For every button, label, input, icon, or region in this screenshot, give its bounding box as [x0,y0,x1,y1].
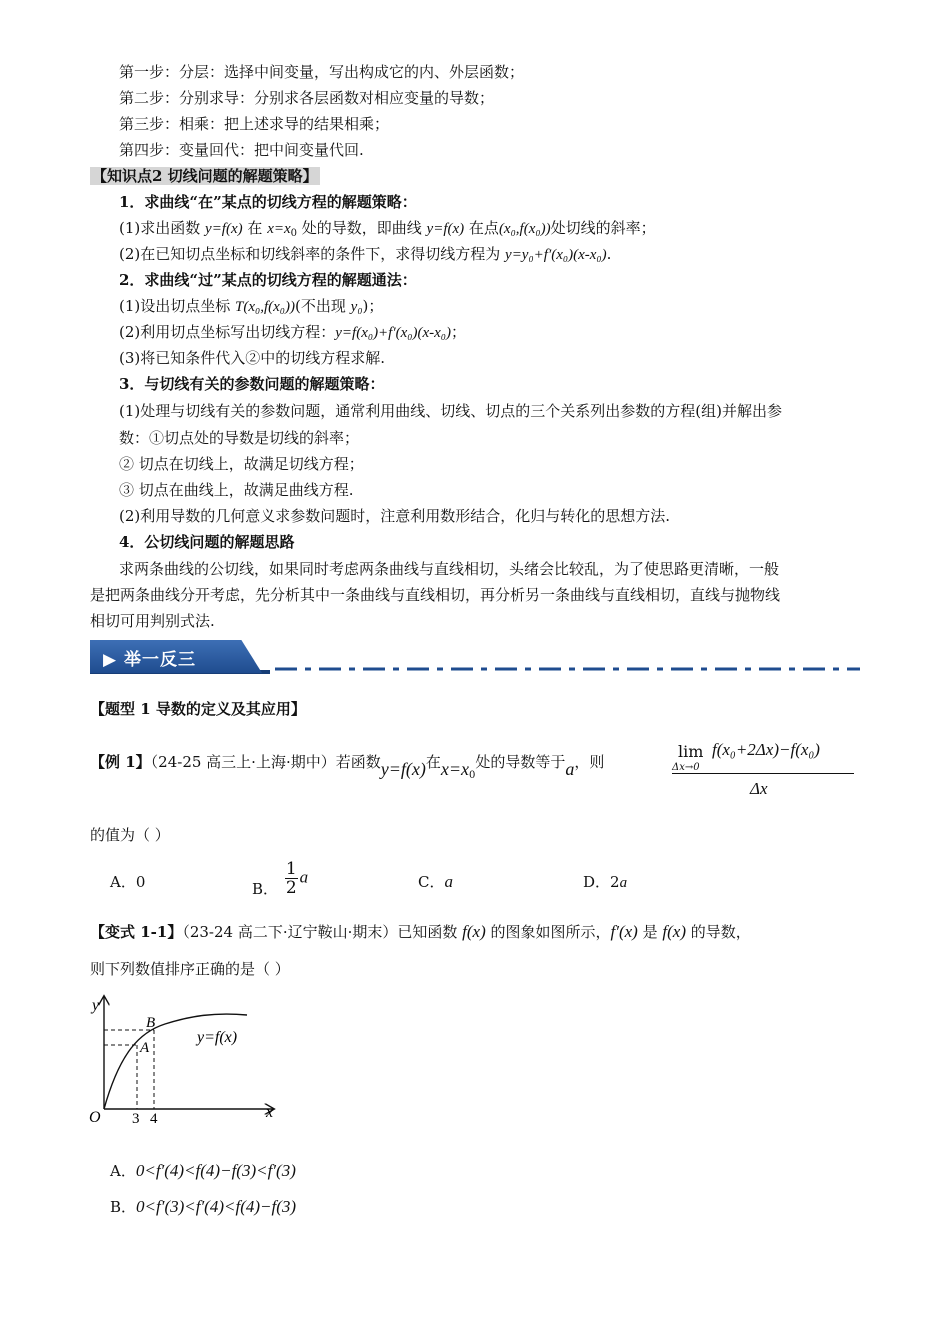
section-1-title: 1．求曲线“在”某点的切线方程的解题策略： [119,193,417,211]
step-2: 第二步：分别求导：分别求各层函数对相应变量的导数； [119,89,495,107]
limit-denominator: Δx [750,779,768,798]
example-1-label: 【例 1】 [90,753,151,771]
tick-4: 4 [150,1111,158,1127]
tick-3: 3 [132,1111,140,1127]
lim-subscript: Δx→0 [672,762,700,773]
step-3: 第三步：相乘：把上述求导的结果相乘； [119,115,390,133]
knowledge-header: 【知识点2 切线问题的解题策略】 [92,167,318,185]
variant-1-1-label: 【变式 1-1】 [90,923,183,941]
step-1: 第一步：分层：选择中间变量，写出构成它的内、外层函数； [119,63,525,81]
half-fraction: $\frac{1}{2}$ [285,859,297,898]
section-4-title: 4．公切线问题的解题思路 [119,533,295,551]
section-2-title: 2．求曲线“过”某点的切线方程的解题通法： [119,271,417,289]
option-c[interactable]: C．a [418,872,453,891]
section-1-line-2: (2)在已知切点坐标和切线斜率的条件下，求得切线方程为 y=y₀+f′(x₀)(x-x₀). [119,245,612,263]
curve-label: y=f(x) [197,1029,238,1046]
section-3-line-5: (2)利用导数的几何意义求参数问题时，注意利用数形结合，化归与转化的思想方法. [119,507,671,525]
banner-label: ▶ 举一反三 [103,650,196,670]
section-4-para-1: 求两条曲线的公切线，如果同时考虑两条曲线与直线相切，头绪会比较乱，为了使思路更清晰，一般 [119,560,780,578]
section-3-line-3: ② 切点在切线上，故满足切线方程； [119,455,364,473]
option-a[interactable]: A．0 [110,873,146,891]
section-3-line-4: ③ 切点在曲线上，故满足曲线方程. [119,481,354,499]
limit-numerator: f(x₀+2Δx)−f(x₀) [712,740,820,759]
variant-1-1-line-1: 【变式 1-1】（23-24 高二下·辽宁鞍山·期末）已知函数 f(x) 的图象如图所示，f′(x) 是 f(x) 的导数， [90,922,751,941]
section-3-line-1: (1)处理与切线有关的参数问题，通常利用曲线、切线、切点的三个关系列出参数的方程(组)并解出参 [119,402,782,420]
dashed-rule [275,667,860,671]
point-a-label: A [140,1040,150,1056]
variant-1-1-line-2: 则下列数值排序正确的是（ ） [90,960,290,978]
example-1-tail: 的值为（ ） [90,826,170,844]
option-b[interactable]: B． $\frac{1}{2}$ a [252,859,309,898]
variant-option-a[interactable]: A．0<f′(4)<f(4)−f(3)<f′(3) [110,1161,296,1180]
example-1-line: 【例 1】（24-25 高三上·上海·期中）若函数y=f(x)在$x=x_0$处的导数等于a，则 [90,753,605,781]
section-1-line-1: (1)求出函数 y=f(x) 在 $x=x_0$ 处的导数，即曲线 y=f(x) 在点(x₀,f(x₀))处切线的斜率； [119,219,656,239]
option-d[interactable]: D．2a [583,873,628,891]
lim-label: lim [678,742,704,761]
section-4-para-3: 相切可用判别式法. [90,612,215,630]
fraction-bar [672,773,854,774]
section-2-line-2: (2)利用切点坐标写出切线方程：y=f(x₀)+f′(x₀)(x-x₀)； [119,323,467,341]
play-icon: ▶ [103,650,124,670]
x-axis-label: x [266,1104,274,1121]
function-graph [85,992,285,1127]
section-3-line-2: 数：①切点处的导数是切线的斜率； [119,429,360,447]
step-4: 第四步：变量回代：把中间变量代回. [119,141,364,159]
section-3-title: 3．与切线有关的参数问题的解题策略： [119,375,385,393]
section-2-line-1: (1)设出切点坐标 T(x₀,f(x₀))(不出现 y₀)； [119,297,384,315]
variant-option-b[interactable]: B．0<f′(3)<f′(4)<f(4)−f(3) [110,1197,297,1216]
section-4-para-2: 是把两条曲线分开考虑，先分析其中一条曲线与直线相切，再分析另一条曲线与直线相切，直线与抛物线 [90,586,781,604]
section-2-line-3: (3)将已知条件代入②中的切线方程求解. [119,349,386,367]
type-1-header: 【题型 1 导数的定义及其应用】 [90,700,306,718]
point-b-label: B [146,1015,156,1031]
y-axis-label: y [92,997,100,1014]
origin-label: O [89,1109,101,1126]
